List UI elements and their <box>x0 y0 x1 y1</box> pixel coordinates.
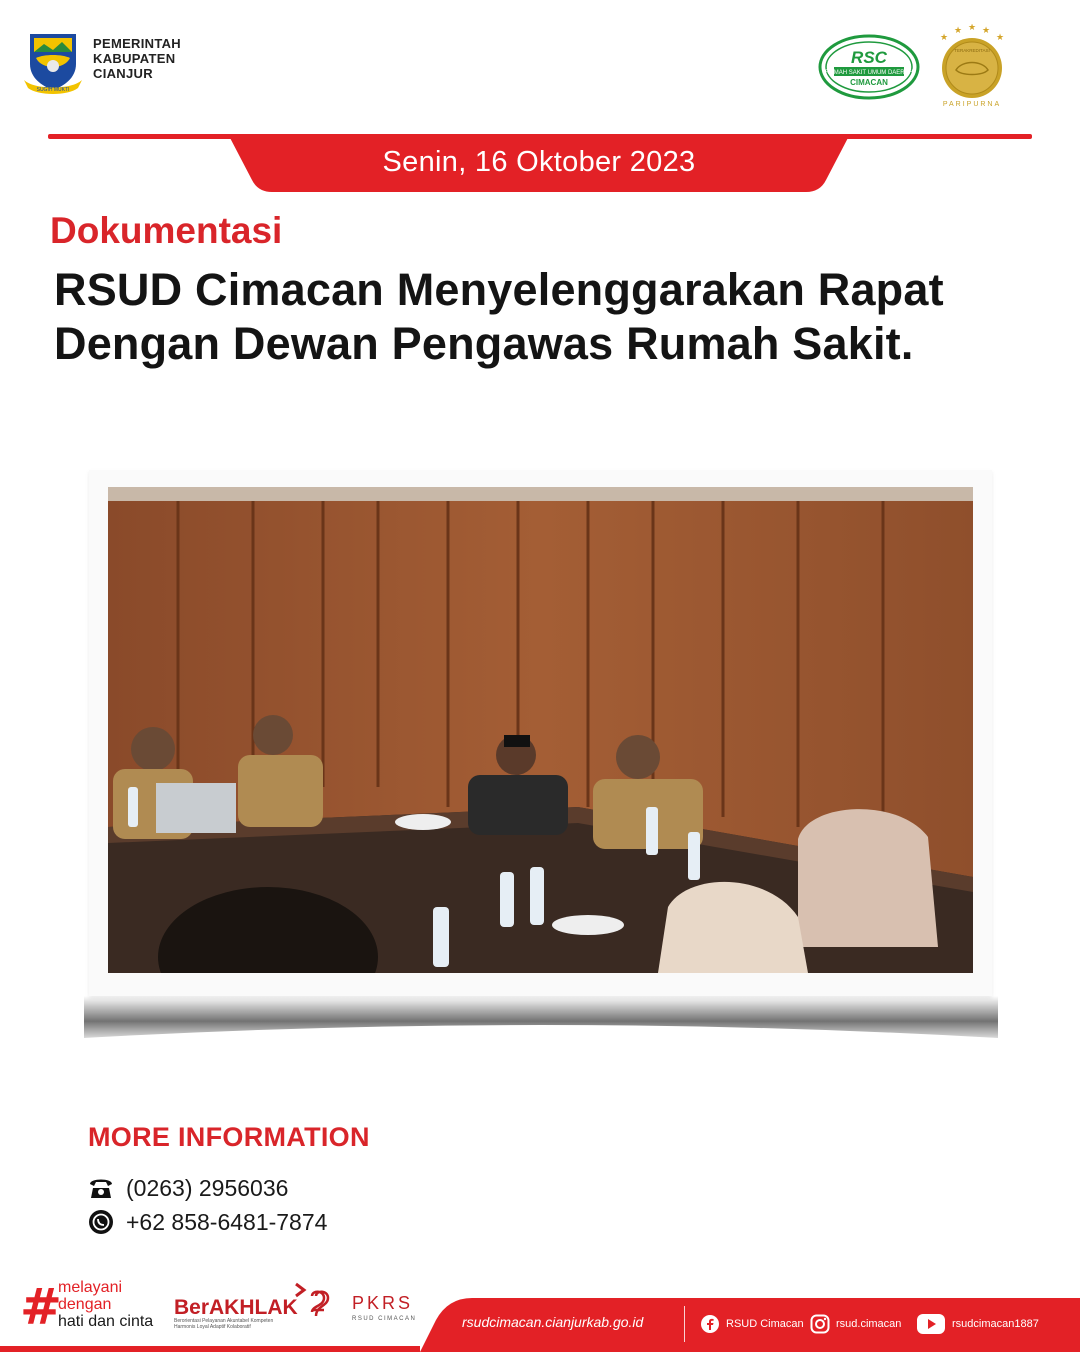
rsc-line1: RUMAH SAKIT UMUM DAERAH <box>825 70 913 76</box>
footer-divider <box>684 1306 685 1342</box>
chevron-right-icon <box>296 1284 304 1296</box>
instagram-icon <box>810 1314 830 1334</box>
rsc-line2: CIMACAN <box>850 78 888 87</box>
paripurna-gold-seal-icon <box>932 24 1012 108</box>
footer-brand <box>20 1276 420 1336</box>
berakhlak-sub: Harmonis Loyal Adaptif Kolaboratif <box>174 1324 251 1330</box>
berakhlak-sub: Berorientasi Pelayanan Akuntabel Kompeten <box>174 1318 274 1324</box>
phone-row <box>88 1174 288 1202</box>
website-link[interactable]: rsudcimacan.cianjurkab.go.id <box>462 1314 644 1330</box>
cianjur-crest-icon <box>24 30 82 96</box>
youtube-link[interactable] <box>916 1314 1039 1334</box>
badge-text: PARIPURNA <box>942 101 1002 108</box>
instagram-label: rsud.cimacan <box>836 1318 902 1330</box>
svg-text:★: ★ <box>982 26 991 36</box>
photo-shadow <box>84 990 998 1038</box>
date-label: Senin, 16 Oktober 2023 <box>382 146 696 178</box>
footer-strip <box>0 1346 420 1352</box>
meeting-photo <box>108 487 973 973</box>
svg-text:★: ★ <box>954 26 963 36</box>
hashtag-icon <box>20 1278 62 1336</box>
tagline-line: dengan <box>58 1296 112 1313</box>
svg-text:#: # <box>20 1278 62 1336</box>
facebook-icon <box>700 1314 720 1334</box>
youtube-label: rsudcimacan1887 <box>952 1318 1039 1330</box>
rsc-logo <box>818 34 920 100</box>
instagram-link[interactable] <box>810 1314 901 1334</box>
article-title: RSUD Cimacan Menyelenggarakan Rapat Dengan Dewan Pengawas Rumah Sakit. <box>54 264 944 369</box>
whatsapp-icon <box>88 1209 114 1235</box>
pkrs-sub: RSUD CIMACAN <box>352 1316 417 1322</box>
svg-text:★: ★ <box>996 33 1005 43</box>
telephone-icon <box>88 1175 114 1201</box>
rsc-short: RSC <box>851 48 887 67</box>
more-information-title: MORE INFORMATION <box>88 1122 370 1152</box>
whatsapp-number[interactable]: +62 858-6481-7874 <box>126 1208 328 1235</box>
gov-line: KABUPATEN <box>93 51 176 66</box>
tagline-line: melayani <box>58 1279 123 1296</box>
berakhlak-logo: BerAKHLAK <box>174 1296 298 1319</box>
gov-line: PEMERINTAH <box>93 36 181 51</box>
pkrs-logo: PKRS <box>352 1293 414 1313</box>
svg-text:★: ★ <box>940 33 949 43</box>
badge-top-text: TERAKREDITASI <box>954 48 990 53</box>
pkrs-icon <box>312 1292 328 1316</box>
gov-line: CIANJUR <box>93 66 153 81</box>
paripurna-badge <box>932 24 1012 108</box>
svg-text:SUGIH MUKTI: SUGIH MUKTI <box>36 87 70 93</box>
facebook-link[interactable] <box>700 1314 804 1334</box>
svg-text:★: ★ <box>968 24 977 33</box>
phone-number[interactable]: (0263) 2956036 <box>126 1174 289 1201</box>
government-name <box>93 36 181 81</box>
youtube-icon <box>916 1314 946 1334</box>
cianjur-logo <box>24 30 82 96</box>
section-label: Dokumentasi <box>50 210 283 251</box>
tagline-line: hati dan cinta <box>58 1313 154 1330</box>
facebook-label: RSUD Cimacan <box>726 1318 804 1330</box>
whatsapp-row <box>88 1208 327 1236</box>
